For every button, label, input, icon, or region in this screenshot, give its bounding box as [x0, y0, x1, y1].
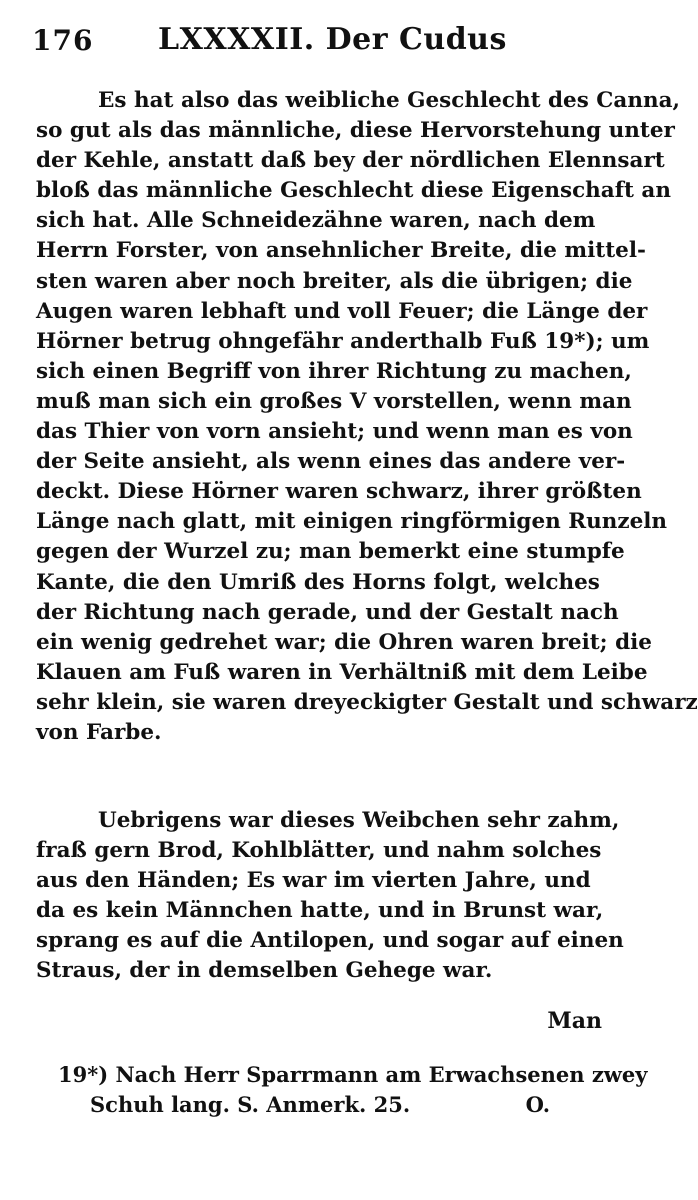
text-line: Länge nach glatt, mit einigen ringförmigen Runzeln [36, 509, 668, 535]
text-line: so gut als das männliche, diese Hervorstehung unter [36, 118, 675, 144]
page-number: 176 [32, 24, 94, 57]
text-line: sich hat. Alle Schneidezähne waren, nach dem [36, 208, 596, 234]
page-header [32, 22, 592, 62]
text-line: sich einen Begriff von ihrer Richtung zu machen, [36, 358, 632, 384]
text-line: das Thier von vorn ansieht; und wenn man es von [36, 419, 633, 445]
text-line: Kante, die den Umriß des Horns folgt, welches [36, 569, 600, 595]
footnote-reference: Schuh lang. S. Anmerk. 25. [90, 1092, 411, 1117]
text-line: sehr klein, sie waren dreyeckigter Gestalt und schwarz [36, 689, 698, 715]
footnote-line [58, 1090, 550, 1120]
body-paragraph-1 [36, 86, 698, 748]
footnote-signature: O. [525, 1092, 550, 1117]
text-line: fraß gern Brod, Kohlblätter, und nahm solches [36, 838, 602, 864]
text-line: der Seite ansieht, als wenn eines das andere ver- [36, 449, 626, 475]
text-line: Augen waren lebhaft und voll Feuer; die Länge der [36, 298, 648, 324]
text-line: der Richtung nach gerade, und der Gestalt nach [36, 599, 619, 625]
text-line: sprang es auf die Antilopen, und sogar auf einen [36, 928, 624, 954]
text-line: gegen der Wurzel zu; man bemerkt eine stumpfe [36, 539, 625, 565]
body-paragraph-2 [36, 806, 624, 987]
text-line: Hörner betrug ohngefähr anderthalb Fuß 19*); um [36, 328, 650, 354]
text-line: ein wenig gedrehet war; die Ohren waren breit; die [36, 629, 652, 655]
text-line: sten waren aber noch breiter, als die übrigen; die [36, 268, 633, 294]
text-line: Straus, der in demselben Gehege war. [36, 958, 493, 984]
footnote [58, 1060, 648, 1120]
text-line: bloß das männliche Geschlecht diese Eigenschaft an [36, 178, 671, 204]
text-line: Herrn Forster, von ansehnlicher Breite, die mittel- [36, 238, 646, 264]
text-line: muß man sich ein großes V vorstellen, wenn man [36, 388, 632, 414]
text-line: deckt. Diese Hörner waren schwarz, ihrer größten [36, 479, 642, 505]
text-line: aus den Händen; Es war im vierten Jahre, und [36, 868, 591, 894]
text-line: von Farbe. [36, 719, 162, 745]
text-line: da es kein Männchen hatte, und in Brunst war, [36, 898, 604, 924]
running-head: LXXXXII. Der Cudus [158, 22, 507, 57]
text-line: Es hat also das weibliche Geschlecht des Canna, [98, 88, 681, 113]
text-line: Uebrigens war dieses Weibchen sehr zahm, [98, 808, 620, 833]
catchword: Man [547, 1008, 602, 1034]
footnote-line: 19*) Nach Herr Sparrmann am Erwachsenen zwey [58, 1062, 648, 1087]
text-line: der Kehle, anstatt daß bey der nördlichen Elennsart [36, 148, 665, 174]
text-line: Klauen am Fuß waren in Verhältniß mit dem Leibe [36, 659, 648, 685]
